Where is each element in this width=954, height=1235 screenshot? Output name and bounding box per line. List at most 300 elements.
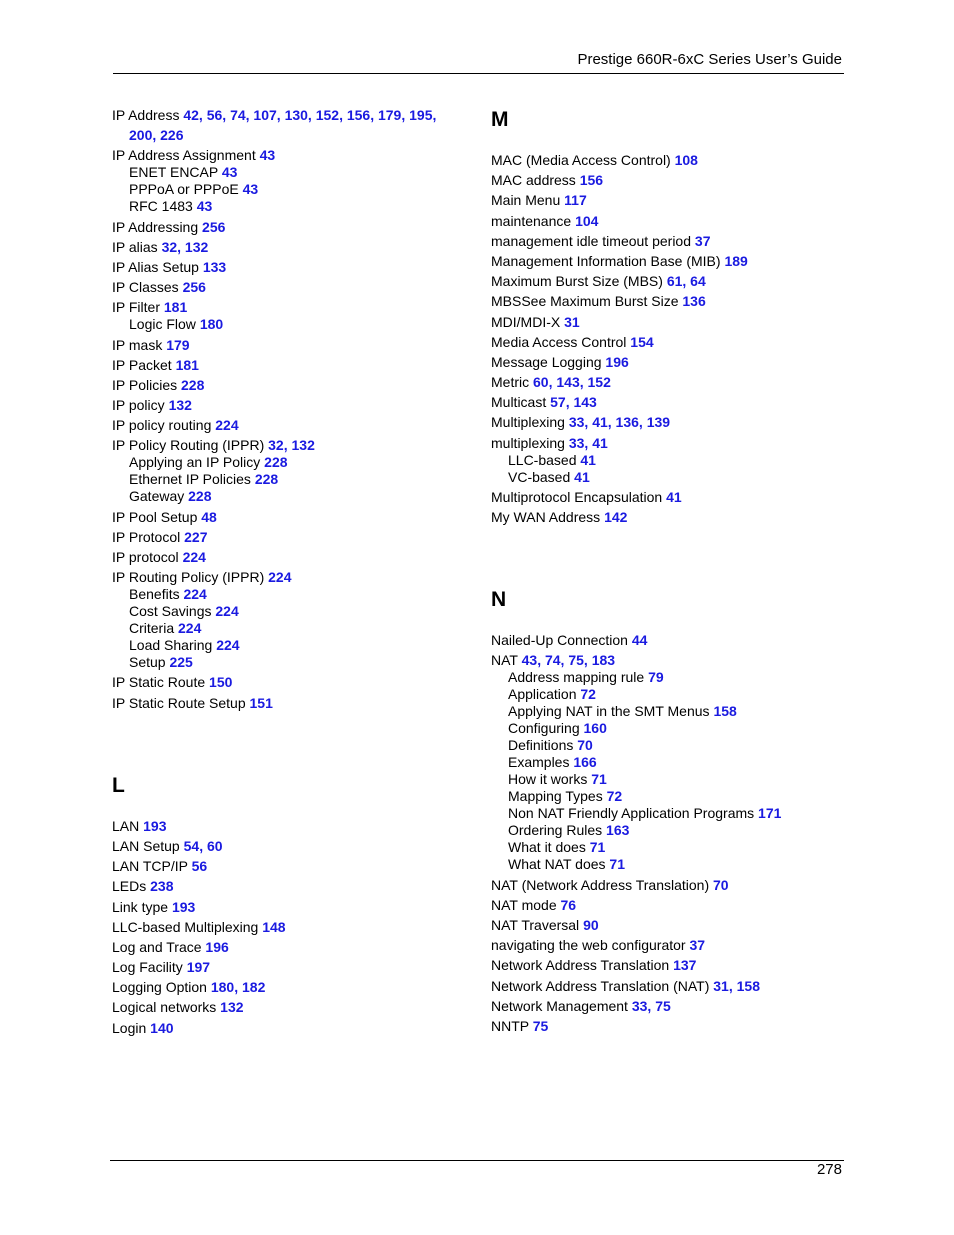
index-term: LAN Setup — [112, 837, 180, 854]
index-entry — [112, 337, 457, 354]
ref-separator: , — [565, 394, 574, 411]
page-ref-link[interactable]: 72 — [580, 686, 596, 703]
running-header-title: Prestige 660R-6xC Series User’s Guide — [577, 51, 842, 68]
index-entry — [112, 878, 457, 895]
page-ref-link[interactable]: 132 — [184, 238, 209, 255]
page-ref-link[interactable]: 228 — [264, 454, 288, 471]
ref-separator: , — [177, 238, 185, 255]
index-subterm: Application — [508, 686, 577, 703]
index-subterm: Logic Flow — [129, 316, 196, 333]
index-entry — [112, 979, 457, 996]
page-ref-link[interactable]: 181 — [163, 299, 188, 316]
index-entry — [112, 858, 457, 875]
page-ref-link[interactable]: 74 — [230, 107, 246, 123]
page-ref-link[interactable]: 71 — [609, 856, 625, 873]
ref-separator: , — [647, 997, 656, 1014]
index-entry — [491, 509, 851, 526]
index-term: IP Policy Routing (IPPR) — [112, 437, 265, 454]
index-entry — [112, 417, 457, 434]
index-term: Logical networks — [112, 999, 217, 1016]
index-term: IP Addressing — [112, 218, 199, 235]
index-subentry — [112, 488, 457, 505]
index-subentry — [491, 720, 851, 737]
page-ref-link[interactable]: 171 — [758, 805, 782, 822]
index-subterm: Ethernet IP Policies — [129, 471, 251, 488]
index-term: IP Static Route — [112, 674, 206, 691]
index-term: IP alias — [112, 238, 158, 255]
page-ref-link[interactable]: 196 — [205, 938, 229, 955]
index-term: multiplexing — [491, 434, 565, 451]
index-term: IP Routing Policy (IPPR) — [112, 569, 265, 586]
page-ref-link[interactable]: 238 — [150, 878, 174, 895]
index-entry — [491, 937, 851, 954]
index-subentry — [112, 654, 457, 671]
index-entry — [112, 1020, 457, 1037]
page-ref-link[interactable]: 33 — [568, 434, 585, 451]
index-term: Metric — [491, 374, 530, 391]
page-ref-link[interactable]: 227 — [184, 528, 208, 545]
page-ref-link[interactable]: 158 — [713, 703, 737, 720]
ref-separator: , — [283, 437, 292, 454]
index-letter-heading: L — [112, 773, 125, 797]
index-letter-heading: M — [491, 108, 509, 131]
index-entry — [491, 374, 851, 391]
index-entry — [491, 172, 851, 189]
page-ref-link[interactable]: 31 — [564, 313, 580, 330]
ref-separator: , — [560, 652, 569, 669]
index-subterm: Gateway — [129, 488, 185, 505]
page-ref-link[interactable]: 32 — [161, 238, 178, 255]
page-ref-link[interactable]: 224 — [183, 586, 207, 603]
ref-separator: , — [401, 107, 410, 123]
page-ref-link[interactable]: 156 — [579, 172, 604, 189]
page-ref-link[interactable]: 197 — [186, 959, 211, 976]
index-term: Multiplexing — [491, 414, 565, 431]
index-term: IP Address Assignment — [112, 147, 256, 164]
page-ref-link[interactable]: 43 — [521, 652, 538, 669]
page-ref-link[interactable]: 182 — [242, 979, 266, 996]
index-term: IP policy routing — [112, 417, 212, 434]
index-subentry — [491, 452, 851, 469]
page-ref-link[interactable]: 75 — [568, 652, 584, 669]
index-subentry — [112, 164, 457, 181]
page-ref-link[interactable]: 228 — [254, 471, 279, 488]
index-entry — [491, 978, 851, 995]
index-entry — [112, 695, 457, 712]
page-ref-link[interactable]: 137 — [673, 957, 697, 974]
page-ref-link[interactable]: 74 — [544, 652, 561, 669]
page-ref-link[interactable]: 71 — [589, 839, 606, 856]
ref-separator: , — [245, 107, 254, 123]
page-ref-link[interactable]: 117 — [564, 192, 587, 209]
page-ref-link[interactable]: 75 — [655, 997, 671, 1014]
index-entry — [491, 394, 851, 411]
page-ref-link[interactable]: 31 — [713, 977, 729, 994]
page-ref-link[interactable]: 107 — [253, 107, 277, 123]
index-subterm: PPPoA or PPPoE — [129, 181, 239, 198]
index-entry — [112, 569, 457, 586]
letter-spacer — [491, 612, 851, 632]
page-ref-link[interactable]: 43 — [196, 198, 213, 215]
section-gap — [491, 529, 851, 587]
index-entry — [491, 293, 851, 310]
index-entry — [112, 919, 457, 936]
ref-separator: , — [432, 107, 437, 123]
index-entry — [112, 959, 457, 976]
page-ref-link[interactable]: 64 — [690, 273, 706, 290]
page-ref-link[interactable]: 104 — [575, 212, 599, 229]
page-ref-link[interactable]: 228 — [181, 376, 205, 393]
footer-divider — [110, 1160, 844, 1161]
index-term: management idle timeout period — [491, 232, 692, 249]
index-subentry — [491, 754, 851, 771]
index-term: LAN — [112, 817, 140, 834]
index-subterm: Definitions — [508, 737, 574, 754]
page-ref-link[interactable]: 33 — [568, 414, 585, 431]
page-ref-link[interactable]: 60 — [533, 374, 549, 391]
page-ref-link[interactable]: 143 — [573, 394, 597, 411]
ref-separator: , — [339, 107, 347, 123]
index-subterm: Address mapping rule — [508, 669, 645, 686]
page-ref-link[interactable]: 150 — [209, 674, 233, 691]
page-ref-link[interactable]: 75 — [532, 1017, 549, 1034]
page-ref-link[interactable]: 224 — [216, 637, 240, 654]
index-entry — [112, 239, 457, 256]
index-term: Multiprotocol Encapsulation — [491, 488, 663, 505]
index-entry — [491, 998, 851, 1015]
index-term: Management Information Base (MIB) — [491, 252, 721, 269]
index-subterm: Mapping Types — [508, 788, 603, 805]
page-ref-link[interactable]: 200 — [129, 127, 153, 144]
index-entry — [112, 377, 457, 394]
page-ref-link[interactable]: 166 — [573, 754, 597, 771]
page-ref-link[interactable]: 43 — [259, 147, 276, 164]
page-ref-link[interactable]: 79 — [648, 669, 664, 686]
page-ref-link[interactable]: 183 — [591, 652, 616, 669]
page-ref-link[interactable]: 76 — [560, 896, 577, 913]
index-entry — [491, 957, 851, 974]
page-ref-link[interactable]: 224 — [215, 417, 239, 434]
index-subentry — [112, 198, 457, 215]
ref-separator: , — [584, 414, 593, 431]
page-ref-link[interactable]: 224 — [178, 620, 202, 637]
index-entry — [112, 279, 457, 296]
page-ref-link[interactable]: 56 — [206, 107, 223, 123]
index-subterm: RFC 1483 — [129, 198, 193, 215]
ref-separator: , — [548, 374, 557, 391]
index-entry — [491, 213, 851, 230]
index-entry — [112, 357, 457, 374]
index-entry — [112, 509, 457, 526]
index-subterm: Configuring — [508, 720, 580, 737]
page-ref-link[interactable]: 41 — [666, 488, 682, 505]
page-ref-link[interactable]: 256 — [202, 218, 226, 235]
index-entry — [491, 414, 851, 431]
index-entry — [112, 818, 457, 835]
letter-spacer — [112, 798, 457, 818]
ref-separator: , — [234, 979, 242, 996]
page-ref-link[interactable]: 43 — [221, 164, 238, 181]
page-ref-link[interactable]: 132 — [291, 437, 315, 454]
section-gap — [112, 715, 457, 773]
page-ref-link[interactable]: 70 — [577, 737, 593, 754]
page-ref-link[interactable]: 48 — [201, 508, 217, 525]
index-term: My WAN Address — [491, 509, 601, 525]
page-ref-link[interactable]: 143 — [556, 374, 580, 391]
index-subentry — [112, 471, 457, 488]
index-subentry — [491, 839, 851, 856]
index-entry — [112, 299, 457, 316]
index-subentry — [491, 737, 851, 754]
ref-separator: , — [276, 107, 285, 123]
index-entry — [112, 899, 457, 916]
page-ref-link[interactable]: 130 — [284, 107, 308, 123]
index-term: IP Static Route Setup — [112, 694, 246, 711]
page-ref-link[interactable]: 61 — [666, 273, 683, 290]
index-term: navigating the web configurator — [491, 937, 686, 954]
page-ref-link[interactable]: 132 — [168, 397, 192, 414]
index-term: NAT — [491, 652, 518, 669]
index-entry — [112, 549, 457, 566]
index-term: Message Logging — [491, 353, 602, 370]
index-entry — [491, 354, 851, 371]
page-ref-link[interactable]: 225 — [169, 654, 193, 671]
page-ref-link[interactable]: 160 — [583, 720, 607, 737]
page-ref-link[interactable]: 71 — [591, 771, 607, 788]
index-subentry — [112, 586, 457, 603]
page-ref-link[interactable]: 224 — [182, 549, 206, 565]
page-ref-link[interactable]: 156 — [346, 107, 371, 123]
index-term: Multicast — [491, 394, 547, 411]
index-term: NAT mode — [491, 896, 557, 913]
index-subterm: How it works — [508, 771, 588, 788]
ref-separator: , — [222, 107, 231, 123]
ref-separator: , — [307, 107, 316, 123]
index-entry — [491, 314, 851, 331]
page-ref-link[interactable]: 226 — [160, 127, 184, 144]
page-ref-link[interactable]: 37 — [689, 937, 706, 954]
page-ref-link[interactable]: 56 — [191, 858, 208, 875]
page-ref-link[interactable]: 196 — [605, 353, 629, 370]
index-term: IP mask — [112, 336, 163, 353]
index-term: IP Policies — [112, 376, 178, 393]
index-entry — [112, 838, 457, 855]
index-term: IP protocol — [112, 549, 179, 565]
page-ref-link[interactable]: 37 — [694, 232, 711, 249]
page-ref-link[interactable]: 224 — [215, 603, 239, 620]
ref-separator: , — [682, 273, 691, 290]
index-entry — [112, 939, 457, 956]
page-ref-link[interactable]: 152 — [315, 107, 340, 123]
index-subentry — [112, 316, 457, 333]
index-subterm: Applying an IP Policy — [129, 454, 261, 471]
index-entry — [112, 674, 457, 691]
ref-separator: , — [537, 652, 545, 669]
index-subterm: Cost Savings — [129, 603, 212, 620]
page-ref-link[interactable]: 43 — [242, 181, 259, 198]
ref-separator: , — [370, 107, 378, 123]
ref-separator: , — [579, 374, 588, 391]
index-subterm: Examples — [508, 754, 570, 771]
index-term: maintenance — [491, 212, 572, 229]
page-ref-link[interactable]: 108 — [674, 152, 698, 168]
index-subterm: LLC-based — [508, 451, 577, 468]
index-subterm: VC-based — [508, 468, 571, 485]
page-ref-link[interactable]: 142 — [604, 509, 628, 525]
page-ref-link[interactable]: 90 — [583, 916, 599, 933]
page-ref-link[interactable]: 70 — [713, 876, 729, 893]
index-term: Maximum Burst Size (MBS) — [491, 273, 663, 290]
page-ref-link[interactable]: 189 — [724, 252, 748, 269]
index-entry-continuation — [112, 127, 457, 144]
index-entry — [112, 397, 457, 414]
index-entry — [491, 1018, 851, 1035]
page-ref-link[interactable]: 33 — [631, 997, 648, 1014]
page-ref-link[interactable]: 41 — [574, 468, 590, 485]
index-entry — [491, 273, 851, 290]
index-subentry — [491, 686, 851, 703]
index-entry — [491, 877, 851, 894]
ref-separator: , — [583, 652, 592, 669]
index-subentry — [112, 454, 457, 471]
index-subterm: Applying NAT in the SMT Menus — [508, 703, 710, 720]
index-term: IP Protocol — [112, 528, 181, 545]
page-ref-link[interactable]: 195 — [409, 107, 433, 123]
index-term: Log and Trace — [112, 938, 202, 955]
index-entry — [491, 334, 851, 351]
page-ref-link[interactable]: 133 — [202, 258, 227, 275]
index-subentry — [491, 788, 851, 805]
index-subterm: Setup — [129, 654, 166, 671]
index-subentry — [112, 603, 457, 620]
index-entry — [491, 253, 851, 270]
index-term: LLC-based Multiplexing — [112, 918, 259, 935]
index-entry — [491, 897, 851, 914]
page-ref-link[interactable]: 228 — [188, 488, 212, 505]
index-subentry — [491, 469, 851, 486]
page-ref-link[interactable]: 132 — [220, 999, 244, 1016]
page-ref-link[interactable]: 72 — [606, 788, 623, 805]
index-subterm: Criteria — [129, 620, 175, 637]
index-subentry — [491, 856, 851, 873]
index-entry — [112, 437, 457, 454]
page-ref-link[interactable]: 151 — [249, 694, 273, 711]
index-subterm: Ordering Rules — [508, 822, 603, 839]
page-ref-link[interactable]: 139 — [646, 414, 671, 431]
index-term: Network Address Translation (NAT) — [491, 977, 710, 994]
index-subentry — [491, 703, 851, 720]
page-ref-link[interactable]: 256 — [182, 279, 206, 296]
index-term: MAC (Media Access Control) — [491, 152, 671, 168]
index-term: Main Menu — [491, 192, 561, 209]
index-term: MAC address — [491, 172, 576, 189]
ref-separator: , — [198, 107, 207, 123]
index-term: IP policy — [112, 397, 165, 414]
index-term: Media Access Control — [491, 333, 627, 350]
page-ref-link[interactable]: 140 — [150, 1019, 174, 1036]
page-ref-link[interactable]: 180 — [199, 316, 224, 333]
ref-separator: , — [638, 414, 647, 431]
ref-separator: , — [728, 977, 737, 994]
page-ref-link[interactable]: 158 — [736, 977, 760, 994]
page-ref-link[interactable]: 60 — [206, 837, 223, 854]
index-term: Log Facility — [112, 959, 183, 976]
index-entry — [491, 917, 851, 934]
index-term: Logging Option — [112, 979, 207, 996]
index-term: LEDs — [112, 878, 147, 895]
page-ref-link[interactable]: 154 — [630, 333, 654, 350]
index-entry — [491, 192, 851, 209]
page-ref-link[interactable]: 180 — [210, 979, 235, 996]
index-subentry — [491, 822, 851, 839]
index-subentry — [491, 669, 851, 686]
page-ref-link[interactable]: 163 — [606, 822, 630, 839]
index-term: Nailed-Up Connection — [491, 632, 628, 649]
index-entry — [491, 435, 851, 452]
index-entry — [112, 259, 457, 276]
page-number: 278 — [816, 1161, 842, 1178]
index-letter-heading: N — [491, 588, 507, 612]
index-term: IP Address — [112, 107, 180, 123]
page-ref-link[interactable]: 42 — [183, 107, 199, 123]
index-entry — [112, 107, 457, 124]
index-entry — [491, 652, 851, 669]
index-term: LAN TCP/IP — [112, 858, 188, 875]
index-entry — [112, 529, 457, 546]
page-ref-link[interactable]: 181 — [175, 356, 199, 373]
page-ref-link[interactable]: 41 — [580, 451, 596, 468]
index-subterm: ENET ENCAP — [129, 164, 218, 181]
index-entry — [112, 999, 457, 1016]
index-term: Network Management — [491, 997, 628, 1014]
index-entry — [491, 489, 851, 506]
index-column-left — [112, 107, 457, 1040]
index-subterm: What it does — [508, 839, 586, 856]
page-ref-link[interactable]: 224 — [268, 569, 292, 586]
page-ref-link[interactable]: 179 — [166, 336, 190, 353]
page-ref-link[interactable]: 193 — [171, 898, 196, 915]
index-term: Link type — [112, 898, 169, 915]
page-ref-link[interactable]: 32 — [268, 437, 284, 454]
letter-spacer — [491, 132, 851, 152]
ref-separator: , — [199, 837, 207, 854]
index-term: MBSSee Maximum Burst Size — [491, 293, 679, 310]
index-term: IP Classes — [112, 279, 179, 296]
page-ref-link[interactable]: 193 — [143, 817, 167, 834]
index-subentry — [112, 181, 457, 198]
page-ref-link[interactable]: 57 — [550, 394, 566, 411]
page-ref-link[interactable]: 148 — [262, 918, 286, 935]
index-entry — [491, 632, 851, 649]
index-term: NAT Traversal — [491, 916, 580, 933]
page-ref-link[interactable]: 41 — [592, 414, 608, 431]
ref-separator: , — [584, 434, 593, 451]
page-ref-link[interactable]: 179 — [377, 107, 402, 123]
index-subentry — [491, 805, 851, 822]
page-ref-link[interactable]: 41 — [592, 434, 608, 451]
page-ref-link[interactable]: 136 — [615, 414, 639, 431]
index-term: IP Filter — [112, 299, 160, 316]
page-ref-link[interactable]: 152 — [587, 374, 611, 391]
index-subterm: Load Sharing — [129, 637, 213, 654]
page-ref-link[interactable]: 54 — [183, 837, 200, 854]
page-ref-link[interactable]: 136 — [682, 293, 706, 310]
header-divider — [113, 73, 844, 74]
index-term: IP Packet — [112, 356, 172, 373]
index-entry — [112, 147, 457, 164]
page-ref-link[interactable]: 44 — [631, 632, 648, 649]
index-subterm: Non NAT Friendly Application Programs — [508, 805, 755, 822]
